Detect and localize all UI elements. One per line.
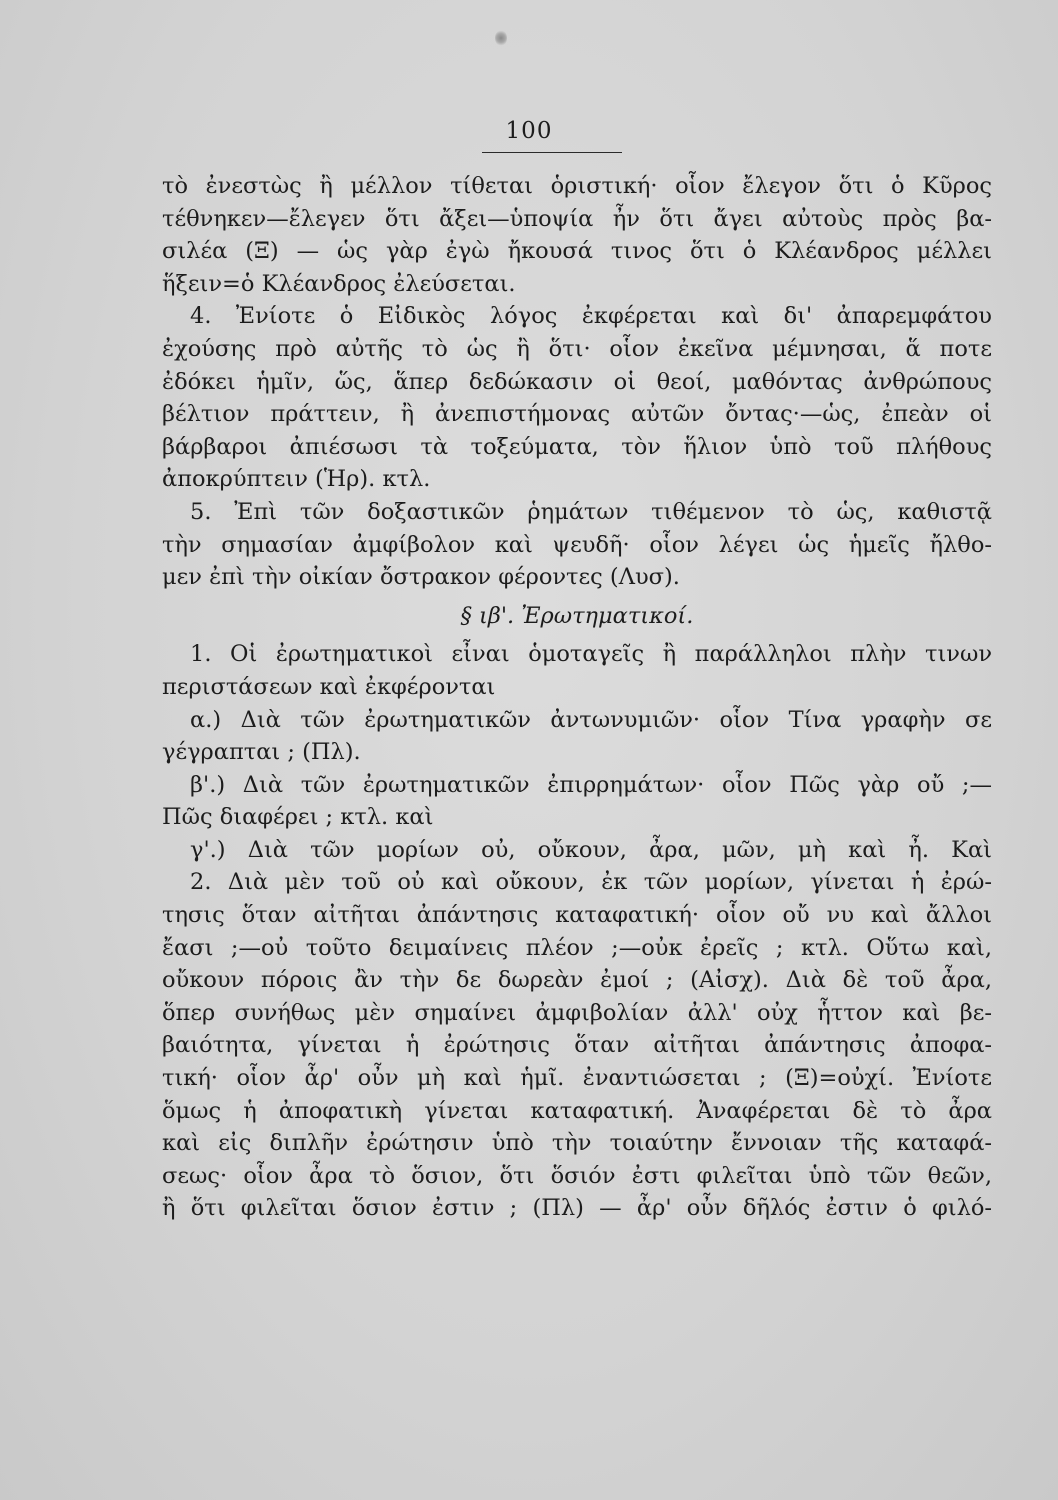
- text-line: σιλέα (Ξ) — ὡς γὰρ ἐγὼ ἤκουσά τινος ὅτι ὁ Κλέανδρος μέλλει: [162, 238, 992, 265]
- text-line: τική· οἷον ἆρ' οὖν μὴ καὶ ἡμῖ. ἐναντιώσεται ; (Ξ)=οὐχί. Ἐνίοτε: [162, 1065, 992, 1092]
- text-line: οὔκουν πόροις ἂν τὴν δε δωρεὰν ἐμοί ; (Αἰσχ). Διὰ δὲ τοῦ ἆρα,: [162, 967, 992, 994]
- text-line: γέγραπται ; (Πλ).: [162, 739, 361, 766]
- text-line: Πῶς διαφέρει ; κτλ. καὶ: [162, 804, 434, 831]
- page-number: 100: [505, 118, 553, 144]
- text-line: περιστάσεων καὶ ἐκφέρονται: [162, 673, 496, 700]
- text-line: 4. Ἐνίοτε ὁ Εἰδικὸς λόγος ἐκφέρεται καὶ δι' ἀπαρεμφάτου: [190, 303, 992, 330]
- section-heading: § ιβ'. Ἐρωτηματικοί.: [460, 602, 694, 629]
- text-line: ὅπερ συνήθως μὲν σημαίνει ἀμφιβολίαν ἀλλ' οὐχ ἧττον καὶ βε-: [162, 999, 992, 1026]
- text-line: τὸ ἐνεστὼς ἢ μέλλον τίθεται ὁριστική· οἷον ἔλεγον ὅτι ὁ Κῦρος: [162, 173, 992, 199]
- text-line: βάρβαροι ἀπιέσωσι τὰ τοξεύματα, τὸν ἥλιον ὑπὸ τοῦ πλήθους: [162, 433, 992, 460]
- text-line: τέθνηκεν—ἔλεγεν ὅτι ἄξει—ὑποψία ἦν ὅτι ἄγει αὐτοὺς πρὸς βα-: [162, 205, 992, 232]
- page-number-rule: [482, 152, 622, 153]
- ink-speck: [495, 30, 507, 46]
- text-line: βαιότητα, γίνεται ἡ ἐρώτησις ὅταν αἰτῆται ἀπάντησις ἀποφα-: [162, 1032, 992, 1059]
- text-line: ἀποκρύπτειν (Ἡρ). κτλ.: [162, 466, 431, 493]
- text-line: γ'.) Διὰ τῶν μορίων οὐ, οὔκουν, ἆρα, μῶν, μὴ καὶ ἦ. Καὶ: [190, 836, 992, 863]
- text-line: 2. Διὰ μὲν τοῦ οὐ καὶ οὔκουν, ἐκ τῶν μορίων, γίνεται ἡ ἐρώ-: [190, 869, 992, 896]
- text-line: ὅμως ἡ ἀποφατικὴ γίνεται καταφατική. Ἀναφέρεται δὲ τὸ ἆρα: [162, 1097, 992, 1124]
- text-line: τὴν σημασίαν ἀμφίβολον καὶ ψευδῆ· οἷον λέγει ὡς ἡμεῖς ἤλθο-: [162, 531, 992, 558]
- text-line: βέλτιον πράττειν, ἢ ἀνεπιστήμονας αὐτῶν ὄντας·—ὡς, ἐπεὰν οἱ: [162, 401, 992, 428]
- text-line: καὶ εἰς διπλῆν ἐρώτησιν ὑπὸ τὴν τοιαύτην ἔννοιαν τῆς καταφά-: [162, 1130, 992, 1157]
- text-line: α.) Διὰ τῶν ἐρωτηματικῶν ἀντωνυμιῶν· οἷον Τίνα γραφὴν σε: [190, 706, 992, 733]
- text-line: 5. Ἐπὶ τῶν δοξαστικῶν ῥημάτων τιθέμενον τὸ ὡς, καθιστᾷ: [190, 498, 992, 525]
- text-line: β'.) Διὰ τῶν ἐρωτηματικῶν ἐπιρρημάτων· οἷον Πῶς γὰρ οὔ ;—: [190, 771, 992, 798]
- text-line: ἥξειν=ὁ Κλέανδρος ἐλεύσεται.: [162, 270, 516, 297]
- text-line: ἐχούσης πρὸ αὐτῆς τὸ ὡς ἢ ὅτι· οἷον ἐκεῖνα μέμνησαι, ἅ ποτε: [162, 335, 992, 362]
- text-line: τησις ὅταν αἰτῆται ἀπάντησις καταφατική· οἷον οὔ νυ καὶ ἄλλοι: [162, 902, 992, 929]
- text-body: [162, 170, 992, 1225]
- text-line: ἢ ὅτι φιλεῖται ὅσιον ἐστιν ; (Πλ) — ἆρ' οὖν δῆλός ἐστιν ὁ φιλό-: [162, 1195, 992, 1222]
- text-line: ἐδόκει ἡμῖν, ὥς, ἅπερ δεδώκασιν οἱ θεοί, μαθόντας ἀνθρώπους: [162, 368, 992, 395]
- text-line: μεν ἐπὶ τὴν οἰκίαν ὄστρακον φέροντες (Λυσ).: [162, 564, 680, 591]
- text-line: ἔασι ;—οὐ τοῦτο δειμαίνεις πλέον ;—οὐκ ἐρεῖς ; κτλ. Οὕτω καὶ,: [162, 934, 992, 961]
- text-line: 1. Οἱ ἐρωτηματικοὶ εἶναι ὁμοταγεῖς ἢ παράλληλοι πλὴν τινων: [190, 641, 992, 668]
- text-line: σεως· οἷον ἆρα τὸ ὅσιον, ὅτι ὅσιόν ἐστι φιλεῖται ὑπὸ τῶν θεῶν,: [162, 1162, 992, 1189]
